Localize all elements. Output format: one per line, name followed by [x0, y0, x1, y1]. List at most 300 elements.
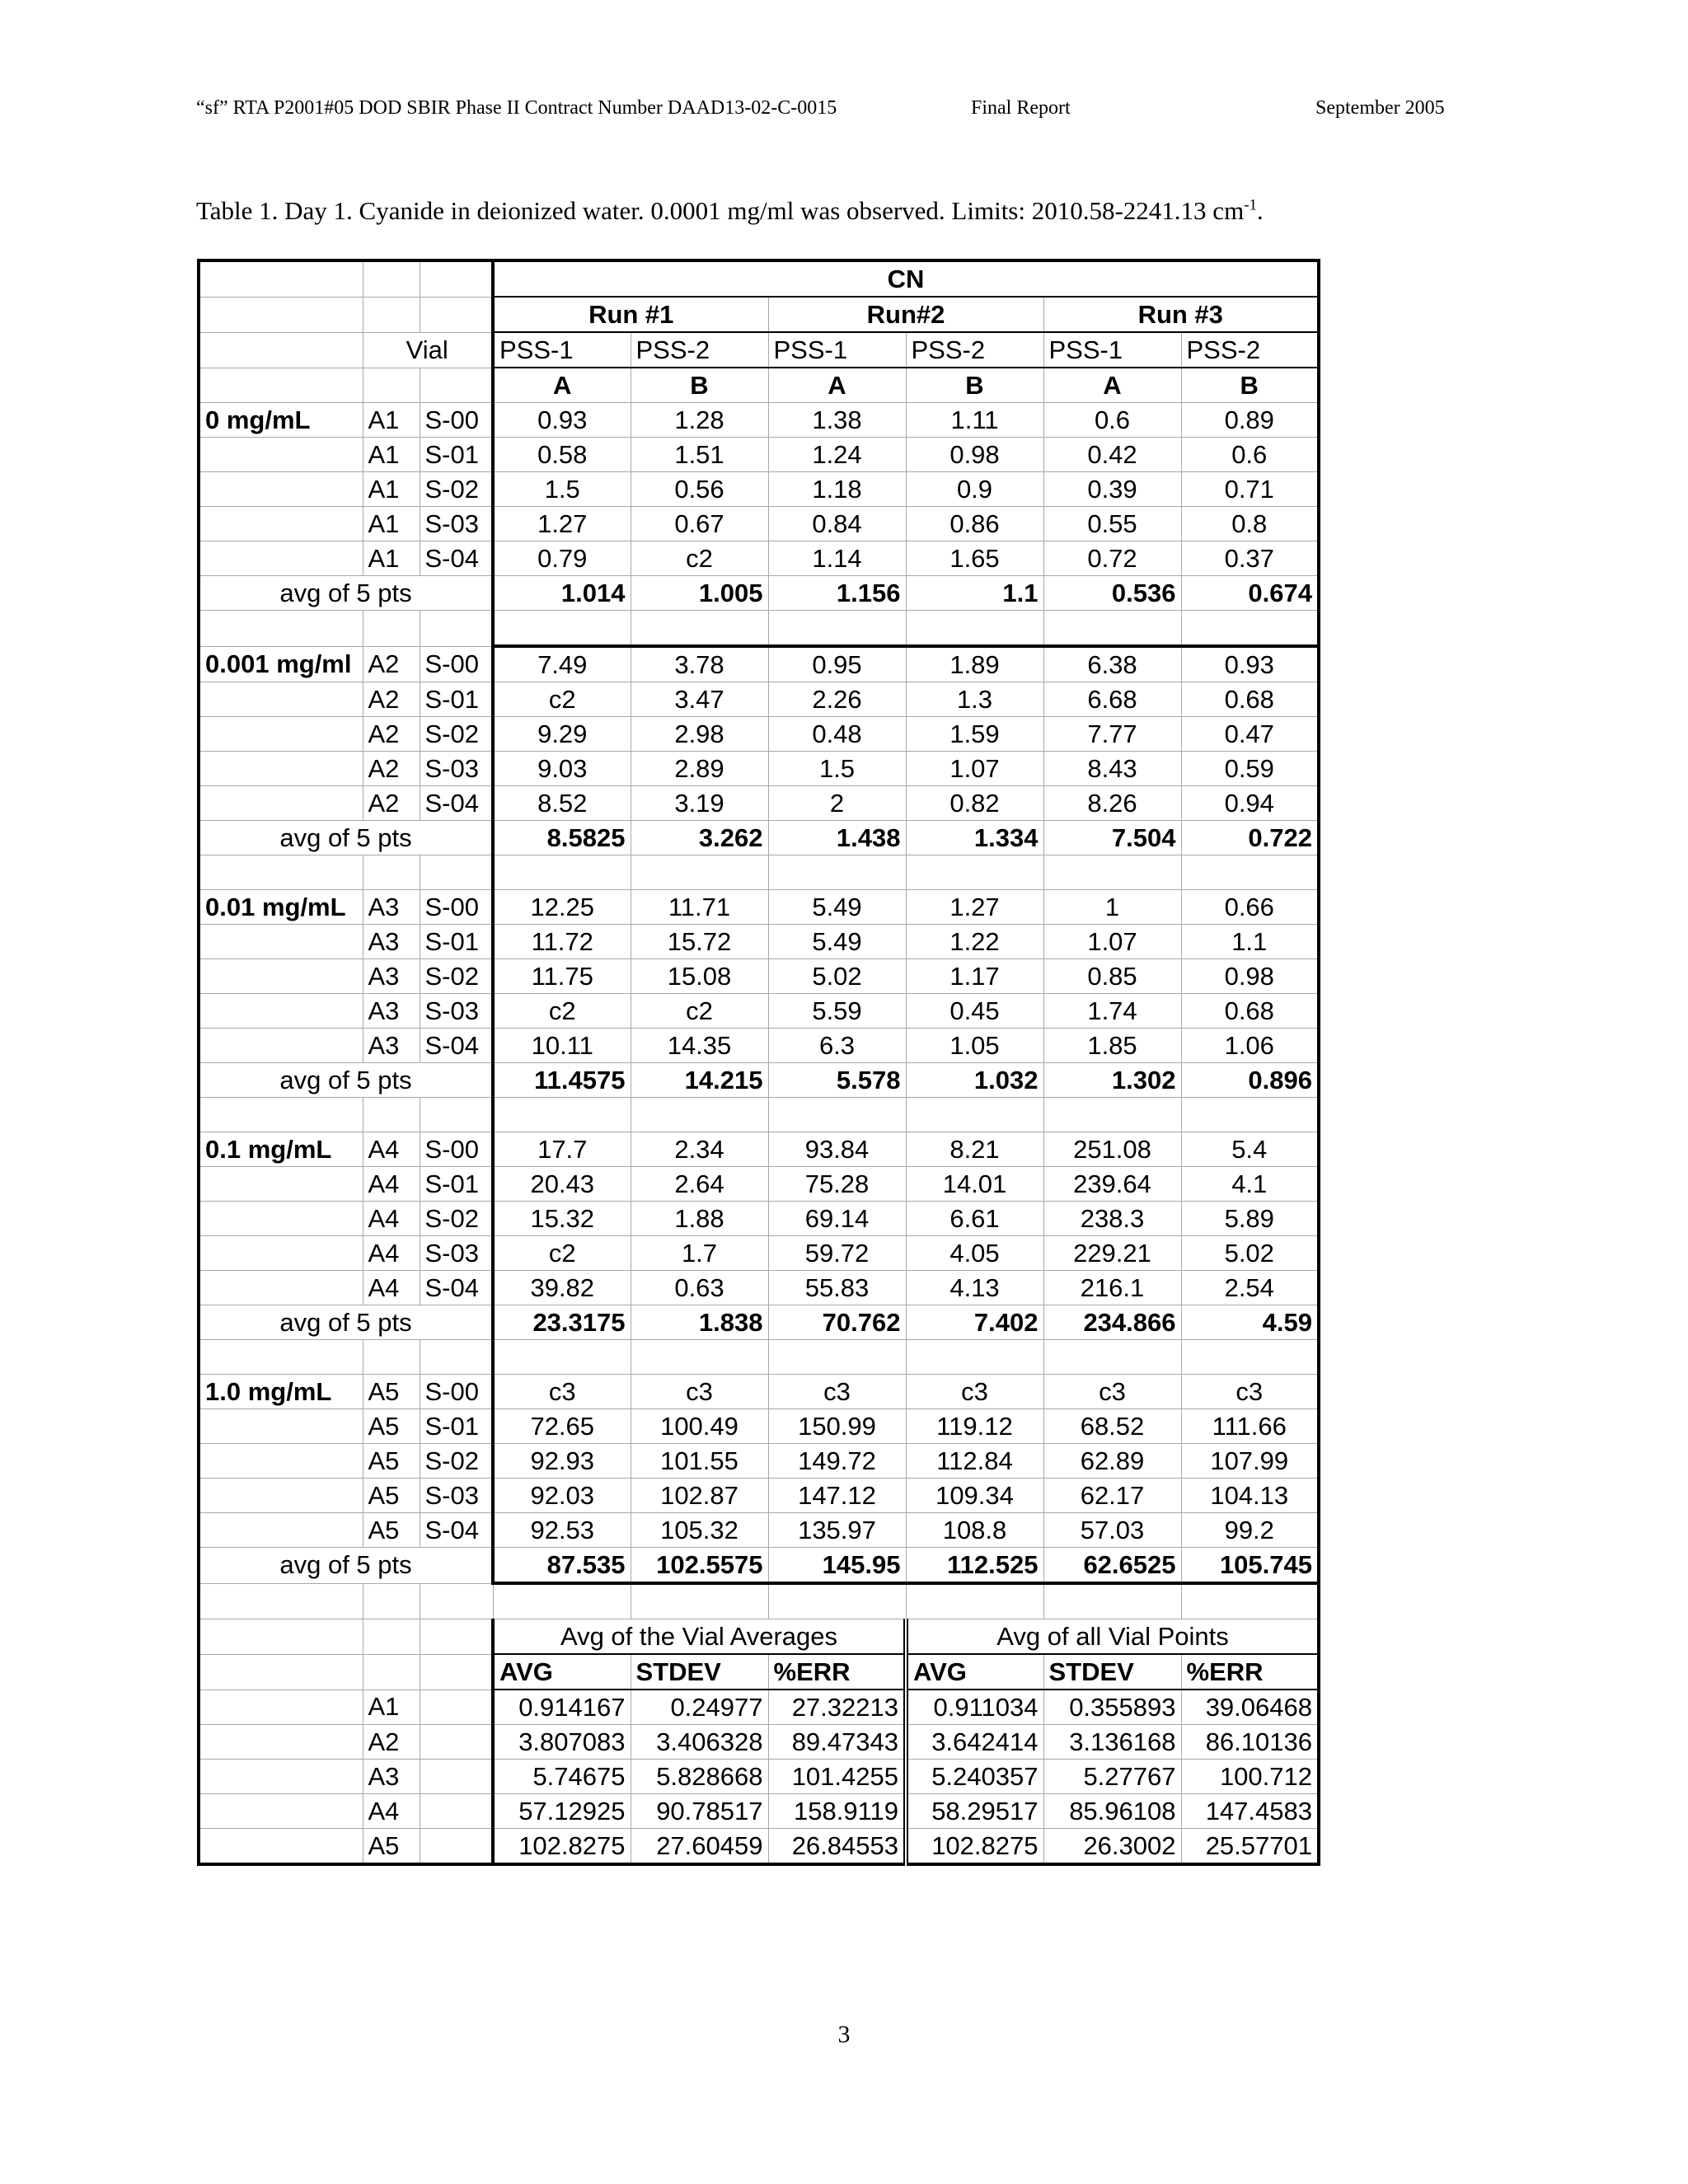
empty-cell — [1043, 855, 1181, 890]
avg-value: 105.745 — [1181, 1548, 1319, 1584]
avg-value: 8.5825 — [493, 821, 631, 855]
summary-col-header: AVG — [906, 1654, 1043, 1690]
empty-cell — [363, 1619, 420, 1655]
empty-cell — [420, 1098, 493, 1132]
table-row — [199, 1479, 1319, 1513]
empty-cell — [420, 368, 493, 403]
empty-cell — [420, 1760, 493, 1794]
vial-id: A5 — [363, 1444, 420, 1479]
data-cell: 92.93 — [493, 1444, 631, 1479]
summary-value: 102.8275 — [906, 1829, 1043, 1865]
avg-value: 1.438 — [768, 821, 906, 855]
data-cell: 1.5 — [768, 752, 906, 786]
data-cell: 135.97 — [768, 1513, 906, 1548]
data-cell: 119.12 — [906, 1409, 1043, 1444]
data-cell: 3.78 — [631, 646, 768, 682]
data-cell: 11.71 — [631, 890, 768, 925]
empty-cell — [420, 855, 493, 890]
avg-value: 11.4575 — [493, 1063, 631, 1098]
data-cell: c3 — [906, 1375, 1043, 1409]
avg-value: 145.95 — [768, 1548, 906, 1584]
data-cell: 7.77 — [1043, 717, 1181, 752]
avg-value: 87.535 — [493, 1548, 631, 1584]
concentration-label: 0.001 mg/ml — [199, 646, 363, 682]
concentration-label: 0.1 mg/mL — [199, 1132, 363, 1167]
sample-id: S-00 — [420, 1375, 493, 1409]
avg-value: 3.262 — [631, 821, 768, 855]
data-cell: 112.84 — [906, 1444, 1043, 1479]
data-cell: 0.56 — [631, 472, 768, 507]
data-cell: 39.82 — [493, 1271, 631, 1305]
data-cell: 6.68 — [1043, 682, 1181, 717]
avg-value: 62.6525 — [1043, 1548, 1181, 1584]
empty-cell — [906, 1583, 1043, 1619]
data-cell: 6.61 — [906, 1202, 1043, 1236]
caption-text: Table 1. Day 1. Cyanide in deionized water. 0.0001 mg/ml was observed. Limits: 2010.58-2241.13 cm — [196, 196, 1245, 225]
concentration-label: 0.01 mg/mL — [199, 890, 363, 925]
data-cell: 14.35 — [631, 1029, 768, 1063]
data-cell: 2.89 — [631, 752, 768, 786]
avg-value: 112.525 — [906, 1548, 1043, 1584]
table-row — [199, 717, 1319, 752]
run-header: Run#2 — [768, 297, 1043, 332]
summary-value: 102.8275 — [493, 1829, 631, 1865]
summary-value: 5.27767 — [1043, 1760, 1181, 1794]
data-cell: 10.11 — [493, 1029, 631, 1063]
data-cell: 99.2 — [1181, 1513, 1319, 1548]
summary-value: 26.3002 — [1043, 1829, 1181, 1865]
data-cell: 5.4 — [1181, 1132, 1319, 1167]
ab-header: B — [906, 368, 1043, 403]
empty-cell — [493, 1098, 631, 1132]
vial-id: A3 — [363, 1029, 420, 1063]
sample-id: S-03 — [420, 752, 493, 786]
data-cell: 229.21 — [1043, 1236, 1181, 1271]
data-cell: 3.19 — [631, 786, 768, 821]
data-cell: 1.3 — [906, 682, 1043, 717]
vial-id: A4 — [363, 1167, 420, 1202]
table-row — [199, 472, 1319, 507]
avg-label: avg of 5 pts — [199, 1063, 493, 1098]
data-cell: 1.27 — [906, 890, 1043, 925]
data-cell: 0.93 — [1181, 646, 1319, 682]
summary-value: 25.57701 — [1181, 1829, 1319, 1865]
avg-value: 70.762 — [768, 1305, 906, 1340]
ab-header: B — [631, 368, 768, 403]
ab-header: B — [1181, 368, 1319, 403]
data-cell: 59.72 — [768, 1236, 906, 1271]
table-row — [199, 1409, 1319, 1444]
empty-cell — [631, 1340, 768, 1375]
pss-header: PSS-1 — [768, 332, 906, 368]
data-cell: 1.28 — [631, 403, 768, 438]
table-row — [199, 438, 1319, 472]
data-cell: 11.75 — [493, 959, 631, 994]
avg-row — [199, 1063, 1319, 1098]
table-row — [199, 507, 1319, 541]
summary-value: 5.74675 — [493, 1760, 631, 1794]
avg-label: avg of 5 pts — [199, 1548, 493, 1584]
ab-header: A — [768, 368, 906, 403]
data-cell: 12.25 — [493, 890, 631, 925]
vial-id: A4 — [363, 1132, 420, 1167]
table-row — [199, 925, 1319, 959]
data-cell: 0.37 — [1181, 541, 1319, 576]
data-cell: 0.39 — [1043, 472, 1181, 507]
empty-cell — [199, 1829, 363, 1865]
empty-cell — [199, 1409, 363, 1444]
avg-value: 1.302 — [1043, 1063, 1181, 1098]
empty-cell — [199, 717, 363, 752]
data-cell: 0.55 — [1043, 507, 1181, 541]
empty-cell — [420, 611, 493, 647]
data-cell: 0.47 — [1181, 717, 1319, 752]
data-cell: 0.79 — [493, 541, 631, 576]
empty-cell — [420, 297, 493, 332]
empty-cell — [768, 611, 906, 647]
sample-id: S-01 — [420, 1167, 493, 1202]
empty-cell — [199, 682, 363, 717]
data-cell: 57.03 — [1043, 1513, 1181, 1548]
summary-value: 3.807083 — [493, 1725, 631, 1760]
avg-row — [199, 1305, 1319, 1340]
vial-id: A1 — [363, 507, 420, 541]
empty-cell — [199, 1654, 363, 1690]
data-cell: 239.64 — [1043, 1167, 1181, 1202]
empty-cell — [199, 1444, 363, 1479]
empty-cell — [199, 507, 363, 541]
pss-header: PSS-2 — [1181, 332, 1319, 368]
table-row — [199, 403, 1319, 438]
run-header: Run #1 — [493, 297, 768, 332]
table-caption — [196, 196, 1264, 226]
data-cell: 2.64 — [631, 1167, 768, 1202]
data-cell: 3.47 — [631, 682, 768, 717]
data-cell: 2.34 — [631, 1132, 768, 1167]
data-cell: 1.07 — [906, 752, 1043, 786]
empty-cell — [199, 752, 363, 786]
avg-value: 23.3175 — [493, 1305, 631, 1340]
data-cell: 149.72 — [768, 1444, 906, 1479]
summary-value: 100.712 — [1181, 1760, 1319, 1794]
data-cell: 0.6 — [1181, 438, 1319, 472]
data-cell: 0.63 — [631, 1271, 768, 1305]
data-cell: 62.17 — [1043, 1479, 1181, 1513]
summary-value: 27.32213 — [768, 1690, 906, 1725]
data-cell: 2.54 — [1181, 1271, 1319, 1305]
data-cell: 14.01 — [906, 1167, 1043, 1202]
header-row-ab — [199, 368, 1319, 403]
data-cell: c3 — [493, 1375, 631, 1409]
sample-id: S-00 — [420, 1132, 493, 1167]
vial-id: A4 — [363, 1202, 420, 1236]
summary-value: 3.642414 — [906, 1725, 1043, 1760]
ab-header: A — [493, 368, 631, 403]
concentration-label: 0 mg/mL — [199, 403, 363, 438]
sample-id: S-01 — [420, 682, 493, 717]
table-row — [199, 1236, 1319, 1271]
data-cell: 2.26 — [768, 682, 906, 717]
vial-id: A4 — [363, 1236, 420, 1271]
data-cell: 0.9 — [906, 472, 1043, 507]
data-cell: 1.17 — [906, 959, 1043, 994]
data-cell: c2 — [631, 994, 768, 1029]
data-cell: 8.21 — [906, 1132, 1043, 1167]
page-number: 3 — [837, 2021, 851, 2048]
data-cell: 1.85 — [1043, 1029, 1181, 1063]
data-cell: 1.14 — [768, 541, 906, 576]
data-cell: 62.89 — [1043, 1444, 1181, 1479]
data-cell: 104.13 — [1181, 1479, 1319, 1513]
sample-id: S-04 — [420, 1029, 493, 1063]
empty-cell — [199, 1029, 363, 1063]
empty-cell — [631, 1098, 768, 1132]
sample-id: S-02 — [420, 717, 493, 752]
empty-cell — [768, 1098, 906, 1132]
data-cell: 0.68 — [1181, 994, 1319, 1029]
summary-row — [199, 1794, 1319, 1829]
empty-cell — [199, 332, 363, 368]
vial-id: A2 — [363, 717, 420, 752]
empty-cell — [1043, 1340, 1181, 1375]
data-cell: 68.52 — [1043, 1409, 1181, 1444]
data-cell: c2 — [493, 1236, 631, 1271]
caption-superscript: -1 — [1244, 196, 1258, 214]
empty-cell — [768, 1583, 906, 1619]
table-row — [199, 890, 1319, 925]
data-cell: 0.45 — [906, 994, 1043, 1029]
empty-cell — [493, 855, 631, 890]
vial-id: A5 — [363, 1409, 420, 1444]
data-cell: 1.06 — [1181, 1029, 1319, 1063]
empty-cell — [363, 1340, 420, 1375]
summary-value: 57.12925 — [493, 1794, 631, 1829]
summary-col-header: %ERR — [768, 1654, 906, 1690]
data-cell: 102.87 — [631, 1479, 768, 1513]
avg-label: avg of 5 pts — [199, 1305, 493, 1340]
data-cell: 109.34 — [906, 1479, 1043, 1513]
empty-cell — [1043, 611, 1181, 647]
data-cell: 0.59 — [1181, 752, 1319, 786]
empty-cell — [768, 855, 906, 890]
empty-cell — [1181, 1340, 1319, 1375]
empty-cell — [906, 855, 1043, 890]
summary-value: 89.47343 — [768, 1725, 906, 1760]
data-cell: 17.7 — [493, 1132, 631, 1167]
data-cell: 0.89 — [1181, 403, 1319, 438]
empty-cell — [199, 611, 363, 647]
data-cell: 1.22 — [906, 925, 1043, 959]
data-cell: 0.94 — [1181, 786, 1319, 821]
data-cell: 1.88 — [631, 1202, 768, 1236]
data-cell: 1.07 — [1043, 925, 1181, 959]
sample-id: S-02 — [420, 472, 493, 507]
vial-header: Vial — [363, 332, 493, 368]
data-cell: c2 — [493, 682, 631, 717]
empty-cell — [199, 541, 363, 576]
data-cell: 92.53 — [493, 1513, 631, 1548]
summary-left-title: Avg of the Vial Averages — [493, 1619, 906, 1655]
data-cell: 5.59 — [768, 994, 906, 1029]
avg-value: 234.866 — [1043, 1305, 1181, 1340]
data-cell: 15.72 — [631, 925, 768, 959]
empty-cell — [199, 1202, 363, 1236]
empty-cell — [363, 1654, 420, 1690]
data-cell: 0.58 — [493, 438, 631, 472]
pss-header: PSS-2 — [631, 332, 768, 368]
data-cell: 2 — [768, 786, 906, 821]
data-cell: 1.59 — [906, 717, 1043, 752]
empty-cell — [199, 1794, 363, 1829]
vial-id: A5 — [363, 1479, 420, 1513]
avg-row — [199, 1548, 1319, 1584]
spacer-row — [199, 1340, 1319, 1375]
empty-cell — [420, 1654, 493, 1690]
summary-value: 5.828668 — [631, 1760, 768, 1794]
summary-vial-id: A1 — [363, 1690, 420, 1725]
empty-cell — [363, 1583, 420, 1619]
header-report-type: Final Report — [971, 97, 1071, 119]
avg-value: 1.005 — [631, 576, 768, 611]
empty-cell — [1043, 1583, 1181, 1619]
data-cell: 111.66 — [1181, 1409, 1319, 1444]
empty-cell — [199, 1583, 363, 1619]
header-date: September 2005 — [1315, 97, 1445, 119]
data-cell: 75.28 — [768, 1167, 906, 1202]
summary-value: 58.29517 — [906, 1794, 1043, 1829]
data-cell: 7.49 — [493, 646, 631, 682]
table-row — [199, 786, 1319, 821]
data-cell: c3 — [1181, 1375, 1319, 1409]
data-cell: 147.12 — [768, 1479, 906, 1513]
data-cell: 2.98 — [631, 717, 768, 752]
sample-id: S-00 — [420, 646, 493, 682]
sample-id: S-00 — [420, 890, 493, 925]
empty-cell — [199, 1619, 363, 1655]
avg-value: 102.5575 — [631, 1548, 768, 1584]
empty-cell — [493, 611, 631, 647]
summary-value: 39.06468 — [1181, 1690, 1319, 1725]
data-cell: 1.89 — [906, 646, 1043, 682]
avg-value: 1.156 — [768, 576, 906, 611]
summary-value: 5.240357 — [906, 1760, 1043, 1794]
empty-cell — [199, 1098, 363, 1132]
summary-right-title: Avg of all Vial Points — [906, 1619, 1319, 1655]
table-row — [199, 1271, 1319, 1305]
empty-cell — [420, 1794, 493, 1829]
data-cell: 1.05 — [906, 1029, 1043, 1063]
header-row-analyte — [199, 260, 1319, 297]
sample-id: S-01 — [420, 1409, 493, 1444]
summary-col-header: STDEV — [1043, 1654, 1181, 1690]
empty-cell — [420, 1829, 493, 1865]
summary-value: 101.4255 — [768, 1760, 906, 1794]
vial-id: A1 — [363, 438, 420, 472]
vial-id: A3 — [363, 994, 420, 1029]
data-cell: 4.05 — [906, 1236, 1043, 1271]
summary-vial-id: A5 — [363, 1829, 420, 1865]
data-table — [197, 259, 1320, 1866]
empty-cell — [631, 1583, 768, 1619]
sample-id: S-02 — [420, 1444, 493, 1479]
summary-vial-id: A2 — [363, 1725, 420, 1760]
table-row — [199, 1513, 1319, 1548]
summary-col-header: %ERR — [1181, 1654, 1319, 1690]
data-cell: 251.08 — [1043, 1132, 1181, 1167]
data-cell: 0.84 — [768, 507, 906, 541]
empty-cell — [199, 1236, 363, 1271]
sample-id: S-04 — [420, 1513, 493, 1548]
summary-value: 85.96108 — [1043, 1794, 1181, 1829]
empty-cell — [199, 1690, 363, 1725]
data-cell: 0.42 — [1043, 438, 1181, 472]
empty-cell — [1043, 1098, 1181, 1132]
run-header: Run #3 — [1043, 297, 1319, 332]
empty-cell — [1181, 611, 1319, 647]
data-cell: 1.24 — [768, 438, 906, 472]
summary-row — [199, 1829, 1319, 1865]
data-table-body — [199, 260, 1319, 1864]
data-cell: 1 — [1043, 890, 1181, 925]
empty-cell — [1181, 1583, 1319, 1619]
avg-value: 0.536 — [1043, 576, 1181, 611]
vial-id: A2 — [363, 646, 420, 682]
data-cell: 0.98 — [906, 438, 1043, 472]
sample-id: S-04 — [420, 541, 493, 576]
sample-id: S-02 — [420, 1202, 493, 1236]
summary-value: 158.9119 — [768, 1794, 906, 1829]
sample-id: S-03 — [420, 994, 493, 1029]
summary-row — [199, 1725, 1319, 1760]
vial-id: A2 — [363, 752, 420, 786]
pss-header: PSS-1 — [493, 332, 631, 368]
analyte-header: CN — [493, 260, 1319, 297]
data-cell: 0.82 — [906, 786, 1043, 821]
data-cell: 15.08 — [631, 959, 768, 994]
empty-cell — [199, 1725, 363, 1760]
data-cell: 93.84 — [768, 1132, 906, 1167]
data-cell: 1.65 — [906, 541, 1043, 576]
empty-cell — [199, 1271, 363, 1305]
vial-id: A4 — [363, 1271, 420, 1305]
spacer-row — [199, 855, 1319, 890]
spacer-row — [199, 611, 1319, 647]
empty-cell — [363, 1098, 420, 1132]
data-cell: 4.13 — [906, 1271, 1043, 1305]
empty-cell — [199, 855, 363, 890]
ab-header: A — [1043, 368, 1181, 403]
header-row-pss — [199, 332, 1319, 368]
summary-value: 0.914167 — [493, 1690, 631, 1725]
table-row — [199, 1202, 1319, 1236]
empty-cell — [631, 855, 768, 890]
spacer-row — [199, 1098, 1319, 1132]
data-cell: 108.8 — [906, 1513, 1043, 1548]
summary-row — [199, 1690, 1319, 1725]
empty-cell — [768, 1340, 906, 1375]
empty-cell — [1181, 1098, 1319, 1132]
empty-cell — [199, 297, 363, 332]
empty-cell — [631, 611, 768, 647]
vial-id: A5 — [363, 1375, 420, 1409]
avg-value: 1.1 — [906, 576, 1043, 611]
data-cell: 92.03 — [493, 1479, 631, 1513]
avg-row — [199, 821, 1319, 855]
data-cell: 8.52 — [493, 786, 631, 821]
data-cell: 1.38 — [768, 403, 906, 438]
empty-cell — [1181, 855, 1319, 890]
summary-value: 147.4583 — [1181, 1794, 1319, 1829]
